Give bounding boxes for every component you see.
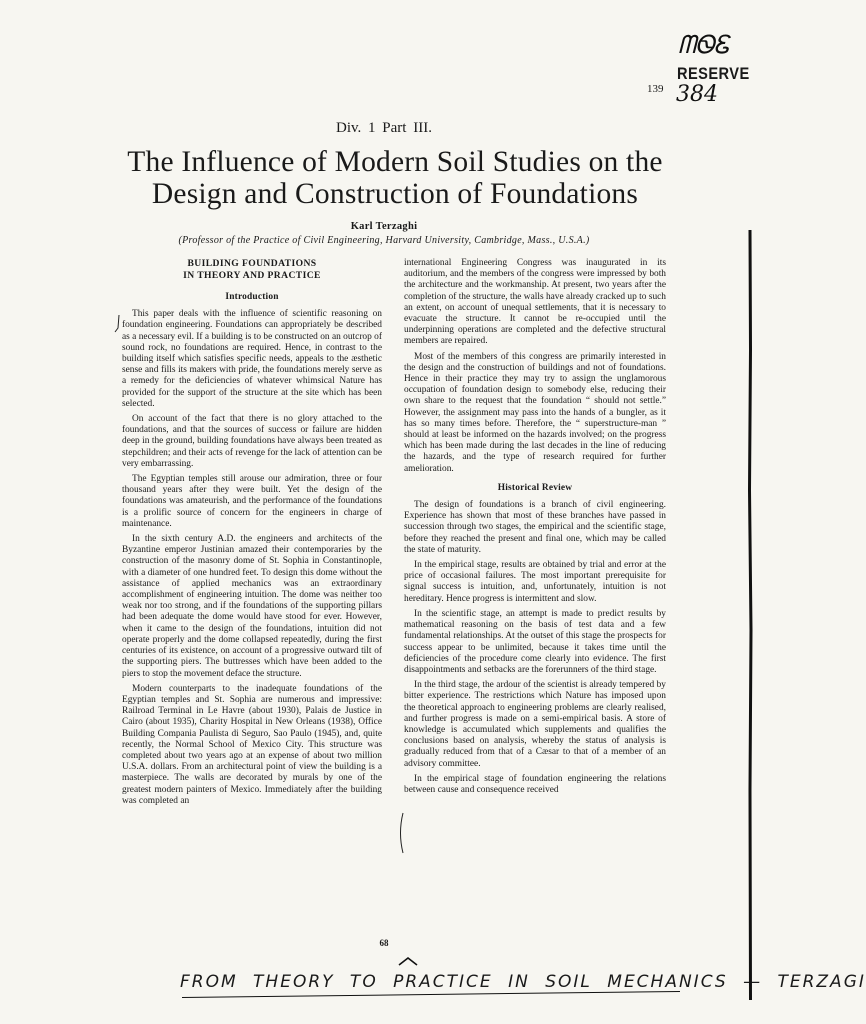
paragraph: The design of foundations is a branch of civil engineering. Experience has shown that most of these branches have passed in succession through two stages, the empirical and the scientific stage, before they reached the present and final one, which may be called the state of maturity. xyxy=(404,500,666,555)
reserve-stamp: RESERVE xyxy=(677,64,750,83)
margin-mark xyxy=(113,314,123,334)
handwritten-call-code: ᗰᏫᏋ xyxy=(678,30,729,59)
author-name: Karl Terzaghi xyxy=(350,221,418,232)
historical-review-heading: Historical Review xyxy=(497,482,573,493)
paragraph: In the scientific stage, an attempt is made to predict results by mathematical reasoning on the basis of test data and a few fundamental relationships. At the outset of this stage the prospects for success appear to be unlimited, because it takes time until the deficiencies of the procedure come clearly into evidence. The first disappointments and setbacks are the forerunners of the third stage. xyxy=(404,608,666,675)
paragraph: On account of the fact that there is no glory attached to the foundations, and that the sources of success or failure are hidden deep in the ground, building foundations have always been treated as stepchildren; and their acts of revenge for the lack of attention can be very embarrassing. xyxy=(122,414,382,469)
paragraph: international Engineering Congress was inaugurated in its auditorium, and the members of the congress were impressed by both the architecture and the workmanship. At present, two years after the completion of the structure, the walls have already cracked up to such an extent, on account of unequal settlements, that it is necessary to evacuate the structure. It cannot be re-occupied until the underpinning operations are completed and the defective structural members are repaired. xyxy=(404,258,666,347)
main-section-heading xyxy=(122,258,382,282)
right-column xyxy=(404,258,666,800)
page-number-bottom: 68 xyxy=(379,938,389,948)
author-affiliation: (Professor of the Practice of Civil Engineering, Harvard University, Cambridge, Mass., U.S.A.) xyxy=(178,235,590,246)
paragraph: In the sixth century A.D. the engineers and architects of the Byzantine emperor Justinian amazed their contemporaries by the construction of the masonry dome of St. Sophia in Constantinople, with a diameter of one hundred feet. To design this dome without the assistance of applied mechanics was an extraordinary accomplishment of engineering intuition. The dome was neither too weak nor too strong, and if the foundations of the supporting pillars had been adequate the dome would have stood for ever. However, when it came to the design of the foundations, intuition did not operate properly and the dome collapsed repeatedly, during the first centuries of its existence, on account of a progressive outward tilt of the supporting piers. The buttresses which have been added to the piers to stop the movement deface the structure. xyxy=(122,534,382,679)
main-heading-line-1: BUILDING FOUNDATIONS xyxy=(187,258,317,269)
paper-title: The Influence of Modern Soil Studies on the Design and Construction of Foundations xyxy=(127,146,663,210)
paragraph: In the third stage, the ardour of the scientist is already tempered by bitter experience. The restrictions which Nature has imposed upon the theoretical approach to engineering problems are clearly realised, and further progress is made on a semi-empirical basis. A store of knowledge is accumulated which supplements and qualifies the conclusions based on analysis, whereby the status of analysis is gradually reduced from that of a Cæsar to that of a member of an advisory committee. xyxy=(404,680,666,769)
caret-mark-icon xyxy=(397,955,419,969)
scan-edge-mark xyxy=(746,230,754,1000)
page-number-top: 139 xyxy=(647,83,664,95)
introduction-heading: Introduction xyxy=(225,292,279,302)
paragraph: In the empirical stage of foundation engineering the relations between cause and consequence received xyxy=(404,773,666,795)
paragraph: This paper deals with the influence of scientific reasoning on foundation engineering. Foundations can appropriately be described as a necessary evil. If a building is to be constructed on an outcrop of sound rock, no foundations are required. Hence, in contrast to the building itself which satisfies specific needs, appeals to the æsthetic sense and fills its makers with pride, the foundations merely serve as a remedy for the deficiencies of whatever whimsical Nature has provided for the support of the structure at the site which has been selected. xyxy=(122,309,382,409)
main-heading-line-2: IN THEORY AND PRACTICE xyxy=(183,270,321,281)
left-column xyxy=(122,258,382,811)
paragraph: Most of the members of this congress are primarily interested in the design and the construction of buildings and not of foundations. Hence in their practice they may try to assign the unglamorous occupation of foundation design to somebody else, reducing their own share to the request that the foundation “ should not settle.” However, the assignment may pass into the hands of a bungler, as it has so many times before. Therefore, the “ superstructure-man ” should at least be informed on the hazards involved; on the progress which has been made during the last decades in the line of reducing the hazards, and the type of research required for further amelioration. xyxy=(404,351,666,474)
footer-underline xyxy=(182,991,680,998)
paragraph: In the empirical stage, results are obtained by trial and error at the price of occasional failures. The most important prerequisite for signal success is intuition, and, unfortunately, intuition is not hereditary. Hence progress is intermittent and slow. xyxy=(404,560,666,604)
paragraph: Modern counterparts to the inadequate foundations of the Egyptian temples and St. Sophia are numerous and impressive: Railroad Terminal in Le Havre (about 1930), Palais de Justice in Cairo (about 1935), Charity Hospital in New Orleans (1938), Office Building Compania Paulista di Seguro, Sao Paulo (1945), and, quite recently, the Normal School of Mexico City. This structure was completed about two years ago at an expense of about two million U.S.A. dollars. From an architectural point of view the building is a masterpiece. The walls are decorated by murals by one of the greatest modern painters of Mexico. Immediately after the building was completed an xyxy=(122,683,382,806)
handwritten-footer-note: FROM THEORY TO PRACTICE IN SOIL MECHANICS — TERZAGI xyxy=(180,972,866,992)
paragraph: The Egyptian temples still arouse our admiration, three or four thousand years after they were built. Yet the design of the foundations was amateurish, and the performance of the foundations is a prolific source of concern for the engineers in charge of maintenance. xyxy=(122,474,382,529)
division-label: Div. 1 Part III. xyxy=(336,120,432,136)
margin-bracket-mark xyxy=(397,812,405,854)
handwritten-number: 384 xyxy=(676,82,718,107)
